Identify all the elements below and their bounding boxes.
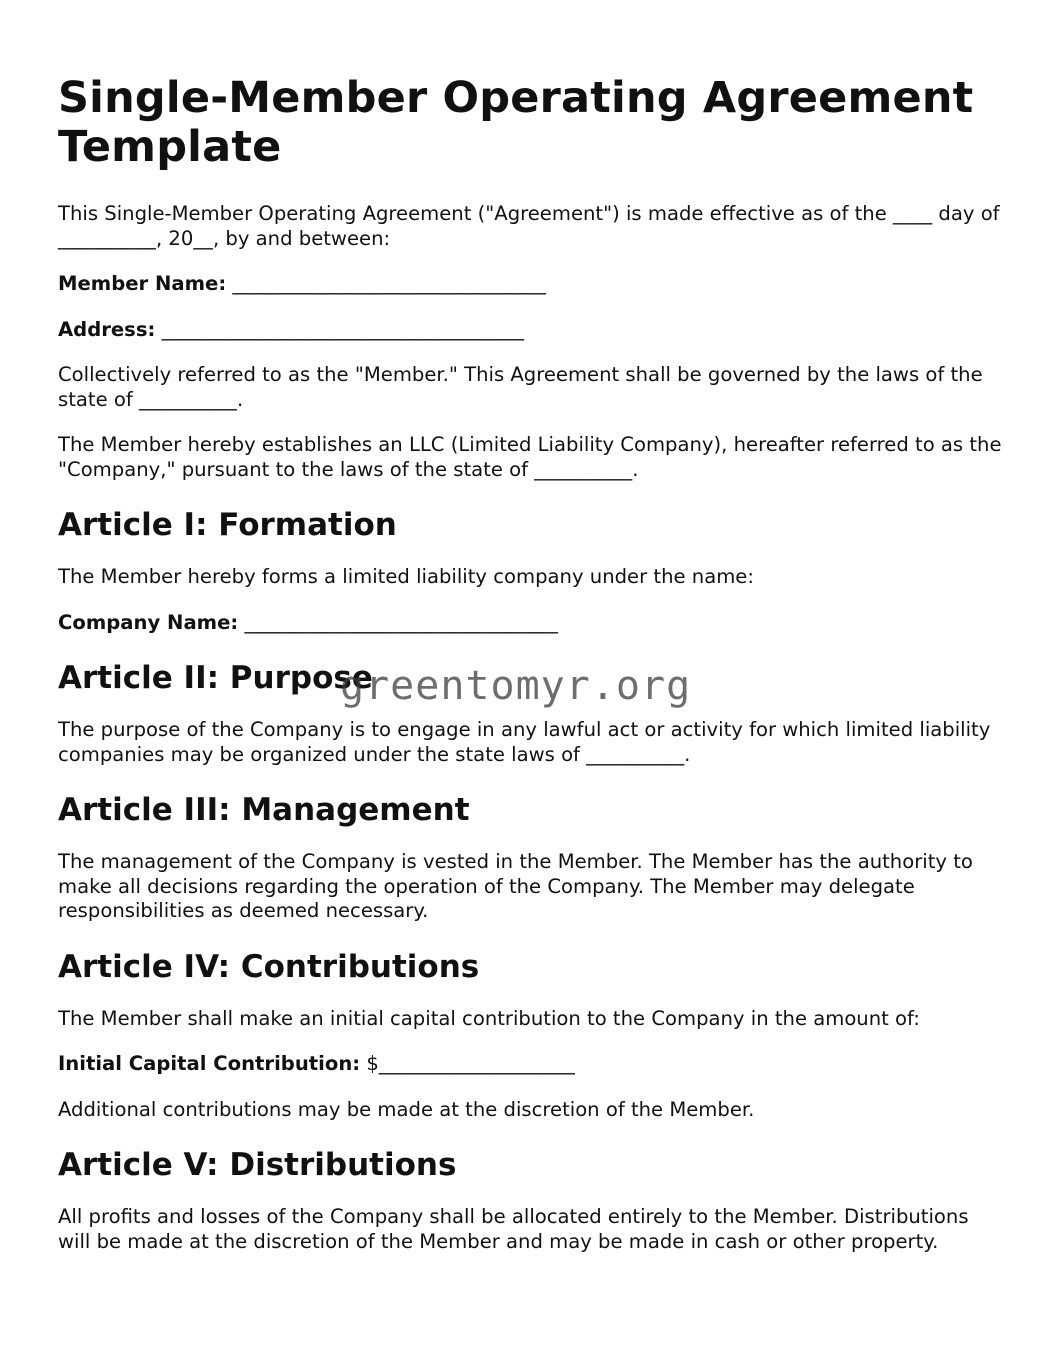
member-name-field [58, 272, 1003, 297]
initial-capital-blank: $____________________ [366, 1052, 575, 1075]
member-name-label: Member Name: [58, 272, 227, 295]
initial-capital-field [58, 1052, 1003, 1077]
article-purpose-heading: Article II: Purpose [58, 660, 373, 696]
article-distributions-text: All profits and losses of the Company shall be allocated entirely to the Member. Distributions will be made at the discretion of the Member and may be made in cash or other property. [58, 1205, 969, 1253]
company-name-blank: ________________________________ [244, 610, 558, 634]
document-title: Single-Member Operating Agreement Template [58, 73, 974, 172]
initial-capital-label: Initial Capital Contribution: [58, 1052, 361, 1075]
article-purpose-text: The purpose of the Company is to engage in any lawful act or activity for which limited liability companies may be organized under the state laws of __________. [58, 718, 991, 766]
member-name-blank: ________________________________ [232, 272, 546, 295]
intro-paragraph: This Single-Member Operating Agreement ("Agreement") is made effective as of the ____ day of __________, 20__, by and between: [58, 202, 1000, 250]
company-name-field [58, 611, 1003, 636]
company-name-label: Company Name: [58, 610, 239, 634]
address-field [58, 318, 1003, 343]
article-management-text: The management of the Company is vested in the Member. The Member has the authority to make all decisions regarding the operation of the Company. The Member may delegate responsibilities as deemed necessary. [58, 850, 973, 922]
watermark: greentomyr.org [340, 663, 692, 709]
establishes-paragraph: The Member hereby establishes an LLC (Limited Liability Company), hereafter referred to as the "Company," pursuant to the laws of the state of __________. [58, 433, 1002, 481]
additional-contributions-text: Additional contributions may be made at the discretion of the Member. [58, 1097, 755, 1121]
article-management-heading: Article III: Management [58, 792, 470, 828]
address-label: Address: [58, 317, 156, 341]
collective-paragraph: Collectively referred to as the "Member." This Agreement shall be governed by the laws of the state of __________. [58, 363, 983, 411]
article-contributions-heading: Article IV: Contributions [58, 948, 480, 985]
article-distributions-heading: Article V: Distributions [58, 1147, 457, 1183]
article-formation-heading: Article I: Formation [58, 507, 397, 543]
address-blank: _____________________________________ [161, 317, 525, 341]
article-formation-text: The Member hereby forms a limited liability company under the name: [58, 565, 754, 588]
article-contributions-text: The Member shall make an initial capital contribution to the Company in the amount of: [58, 1006, 920, 1030]
